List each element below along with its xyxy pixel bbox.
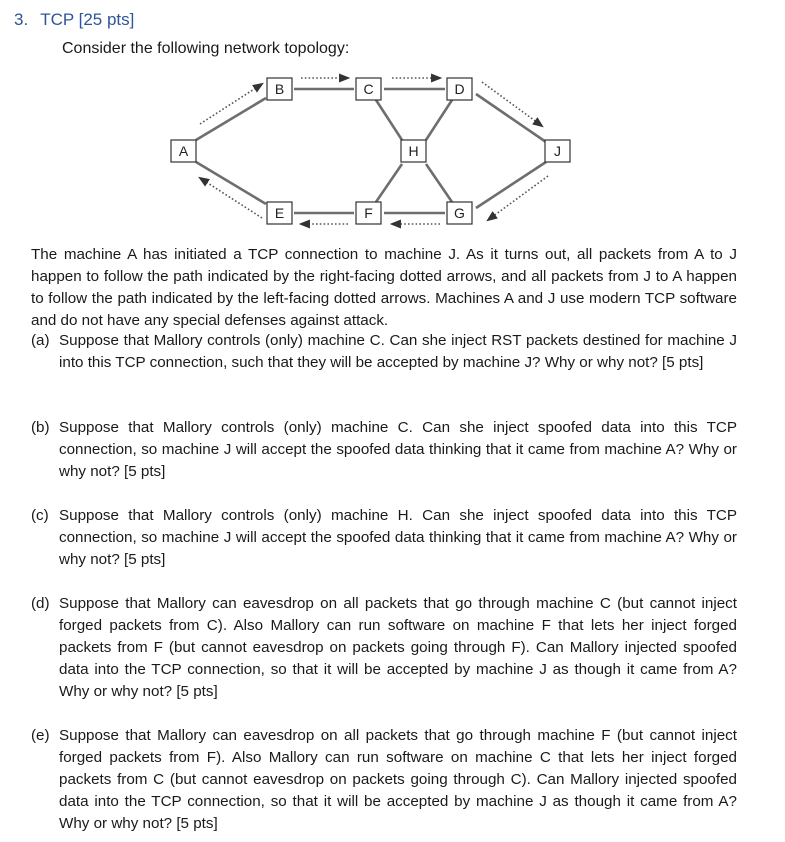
node-c-label: C (363, 81, 374, 97)
node-c (356, 78, 381, 100)
question-c (31, 505, 737, 571)
node-d (447, 78, 472, 100)
question-c-text: Suppose that Mallory controls (only) machine H. Can she inject spoofed data into this TCP connection, so machine J will accept the spoofed data thinking that it came from machine A? Why or why not? [5 pts] (59, 507, 737, 568)
question-title: TCP [25 pts] (40, 10, 135, 29)
question-e-text: Suppose that Mallory can eavesdrop on all packets that go through machine F (but cannot inject forged packets from F). Also Mallory can run software on machine C that lets her inject forged packets from C (but cannot eavesdrop on packets going through C). Can Mallory injected spoofed data into the TCP connection, so that it will be accepted by machine J as though it came from A? Why or why not? [5 pts] (59, 727, 737, 832)
node-e-label: E (274, 205, 285, 221)
scenario-description: The machine A has initiated a TCP connection to machine J. As it turns out, all packets from A to J happen to follow the path indicated by the right-facing dotted arrows, and all packets from J to A happen to follow the path indicated by the left-facing dotted arrows. Machines A and J use modern TCP software and do not have any special defenses against attack. (31, 246, 737, 329)
node-j (545, 140, 570, 162)
node-h-label: H (408, 143, 419, 159)
question-d-text: Suppose that Mallory can eavesdrop on all packets that go through machine C (but cannot inject forged packets from C). Also Mallory can run software on machine F that lets her inject forged packets from F (but cannot eavesdrop on packets going through F). Can Mallory injected spoofed data into the TCP connection, so that it will be accepted by machine J as though it came from A? Why or why not? [5 pts] (59, 595, 737, 700)
link-d-j (476, 94, 546, 142)
question-b (31, 417, 737, 483)
question-a (31, 330, 737, 374)
question-a-label: (a) (31, 332, 50, 349)
arrow-j-to-g (488, 176, 548, 220)
node-h (401, 140, 426, 162)
question-d-label: (d) (31, 595, 50, 612)
question-c-label: (c) (31, 507, 49, 524)
question-e-label: (e) (31, 727, 50, 744)
question-e (31, 725, 737, 835)
node-d-label: D (454, 81, 465, 97)
node-a (171, 140, 196, 162)
question-b-label: (b) (31, 419, 50, 436)
node-f-label: F (364, 205, 373, 221)
question-number: 3. (14, 10, 29, 29)
node-g (447, 202, 472, 224)
link-d-h (426, 100, 452, 140)
question-b-text: Suppose that Mallory controls (only) machine C. Can she inject spoofed data into this TCP connection, so machine J will accept the spoofed data thinking that it came from machine A? Why or why not? [5 pts] (59, 419, 737, 480)
link-h-f (376, 164, 402, 202)
intro-text: Consider the following network topology: (62, 40, 350, 57)
topology-links (196, 89, 546, 213)
node-e (267, 202, 292, 224)
question-d (31, 593, 737, 703)
node-a-label: A (178, 143, 189, 159)
node-g-label: G (454, 205, 465, 221)
question-a-text: Suppose that Mallory controls (only) machine C. Can she inject RST packets destined for machine J into this TCP connection, such that they will be accepted by machine J? Why or why not? [5 pts] (59, 332, 737, 371)
node-b (267, 78, 292, 100)
link-h-g (426, 164, 452, 202)
node-j-label: J (554, 143, 561, 159)
link-c-h (376, 100, 402, 140)
node-b-label: B (274, 81, 285, 97)
node-f (356, 202, 381, 224)
